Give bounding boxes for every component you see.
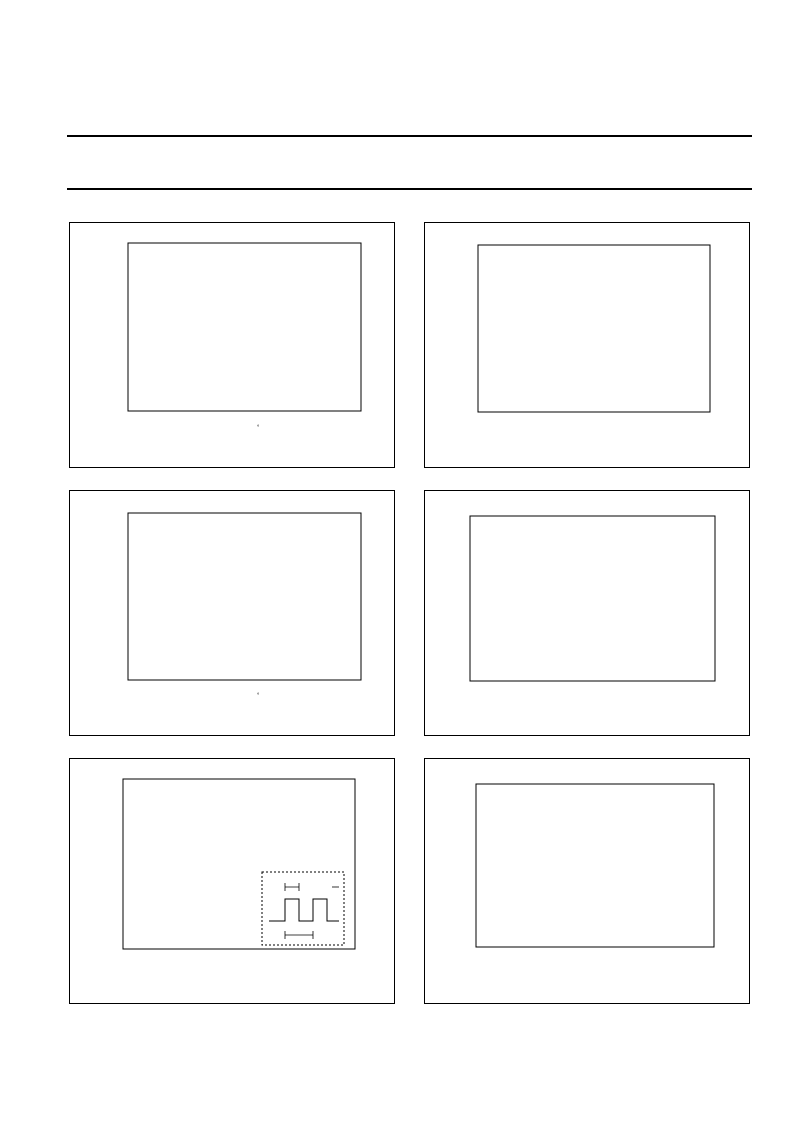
figure-4-chart: [425, 491, 751, 737]
figure-2-panel: [424, 222, 750, 468]
label-mask: [669, 331, 681, 345]
figure-2-chart: [425, 223, 751, 469]
figure-1-panel: [69, 222, 395, 468]
label-mask: [511, 247, 540, 274]
figure-3-panel: [69, 490, 395, 736]
header-rule-top: [67, 135, 752, 137]
figure-3-chart: [70, 491, 396, 737]
plot-frame: [128, 513, 361, 680]
figure-4-panel: [424, 490, 750, 736]
header-rule-bottom: [67, 188, 752, 190]
figure-6-chart: [425, 759, 751, 1005]
label-mask: [669, 363, 681, 377]
inset-frame: [262, 872, 344, 945]
plot-frame: [476, 784, 714, 947]
figure-5-chart: [70, 759, 396, 1005]
figure-6-panel: [424, 758, 750, 1004]
pulse-inset: [262, 872, 344, 945]
figure-1-chart: [70, 223, 396, 469]
plot-frame: [128, 243, 361, 411]
degree-mark: °: [257, 693, 260, 699]
degree-mark: °: [257, 425, 260, 431]
figure-5-panel: [69, 758, 395, 1004]
plot-frame: [470, 516, 715, 681]
label-mask: [669, 298, 681, 312]
label-masks: [511, 247, 681, 377]
label-mask: [669, 261, 681, 275]
